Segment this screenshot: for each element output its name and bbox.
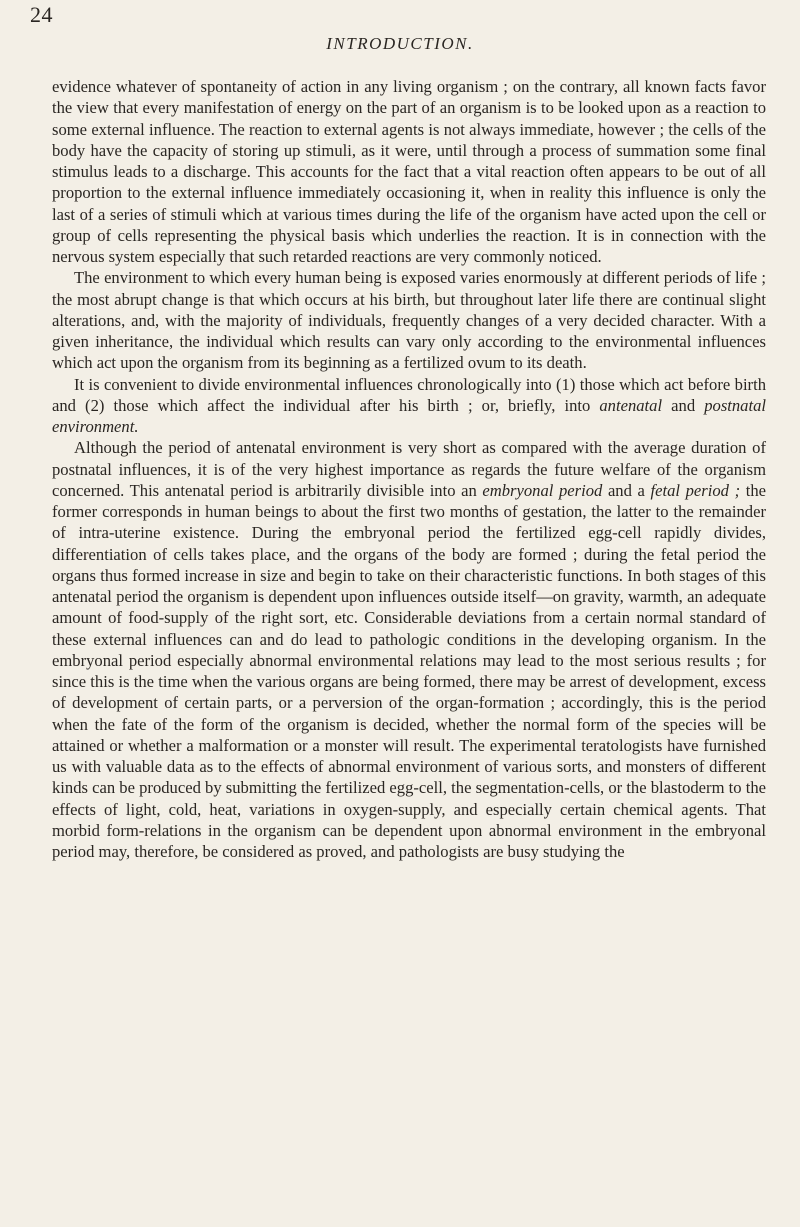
paragraph-1: [52, 76, 766, 267]
paragraph-4: [52, 437, 766, 862]
text-run: evidence whatever of spontaneity of action in any living organism ; on the contrary, all known facts favor the view that every manifestation of energy on the part of an organism is to be looked upon as a reaction to some external influence. The reaction to external agents is not always immediate, however ; the cells of the body have the capacity of storing up stimuli, as it were, until through a process of summation some final stimulus leads to a discharge. This accounts for the fact that a vital reaction often appears to be out of all proportion to the external influence immediately occasioning it, when in reality this influence is only the last of a series of stimuli which at various times during the life of the organism have acted upon the cell or group of cells representing the physical basis which underlies the reaction. It is in connection with the nervous system especially that such retarded reactions are very commonly noticed.: [52, 77, 766, 266]
running-title: INTRODUCTION.: [326, 34, 474, 53]
text-run: and a: [602, 480, 651, 500]
italic-term: antenatal: [599, 395, 663, 415]
page-number: 24: [30, 2, 53, 27]
italic-term: embryonal period: [482, 480, 603, 500]
text-run: and: [662, 395, 705, 415]
text-run: Although the period of antenatal environment is very short as compared with the average duration of postnatal influences, it is of the very highest importance as regards the future welfare of the organism concerned. This antenatal period is arbitrarily divisible into an: [52, 438, 766, 500]
body-text: [52, 76, 766, 862]
paragraph-2: [52, 267, 766, 373]
text-run: the former corresponds in human beings to about the first two months of gestation, the latter to the remainder of intra-uterine existence. During the embryonal period the fertilized egg-cell rapidly divides, differentiation of cells takes place, and the organs of the body are formed ; during the fetal period the organs thus formed increase in size and begin to take on their characteristic functions. In both stages of this antenatal period the organism is dependent upon influences outside itself—on gravity, warmth, an adequate amount of food-supply of the right sort, etc. Considerable deviations from a certain normal standard of these external influences can and do lead to pathologic conditions in the developing organism. In the embryonal period especially abnormal environmental relations may lead to the most serious results ; for since this is the time when the various organs are being formed, there may be arrest of development, excess of development of certain parts, or a perversion of the organ-formation ; accordingly, this is the period when the fate of the form of the organism is decided, whether the normal form of the species will be attained or whether a malformation or a monster will result. The experimental teratologists have furnished us with valuable data as to the effects of abnormal environment of various sorts, and monsters of different kinds can be produced by submitting the fertilized egg-cell, the segmentation-cells, or the blastoderm to the effects of light, cold, heat, variations in oxygen-supply, and especially certain chemical agents. That morbid form-relations in the organism can be dependent upon abnormal environment in the embryonal period may, therefore, be considered as proved, and pathologists are busy studying the: [52, 480, 766, 861]
text-run: The environment to which every human being is exposed varies enormously at different periods of life ; the most abrupt change is that which occurs at his birth, but throughout later life there are continual slight alterations, and, with the majority of individuals, frequently changes of a very decided character. With a given inheritance, the individual which results can vary only according to the environmental influences which act upon the organism from its beginning as a fertilized ovum to its death.: [52, 268, 766, 373]
paragraph-3: [52, 374, 766, 438]
text-run: It is convenient to divide environmental influences chronologically into (1) those which act before birth and (2) those which affect the individual after his birth ; or, briefly, into: [52, 374, 766, 415]
italic-term: postnatal environment.: [52, 395, 766, 436]
italic-term: fetal period ;: [650, 480, 741, 500]
